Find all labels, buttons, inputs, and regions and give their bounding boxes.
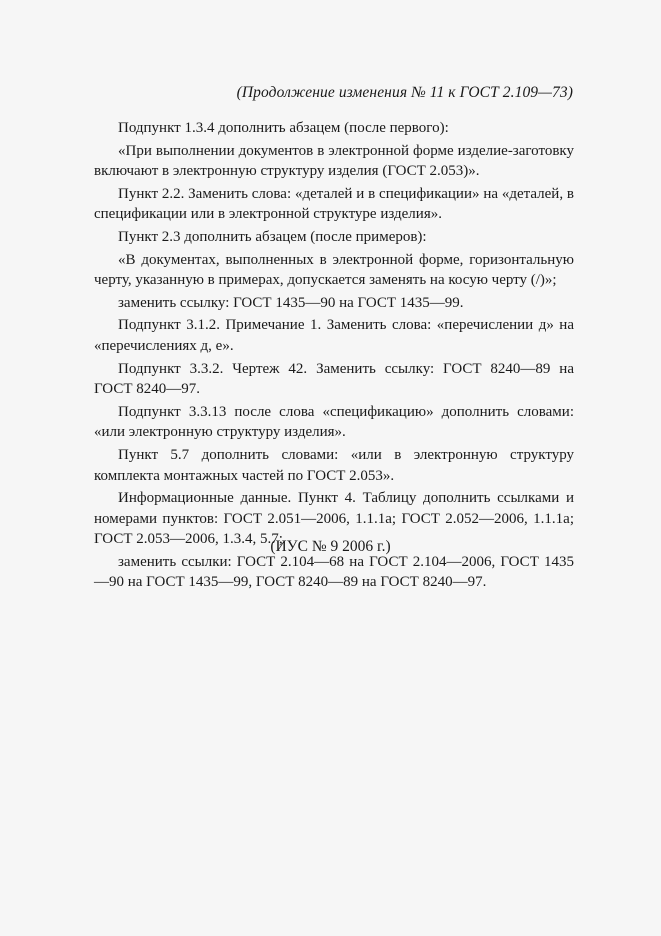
paragraph-8: Подпункт 3.3.2. Чертеж 42. Заменить ссылку: ГОСТ 8240—89 на ГОСТ 8240—97. [94,360,574,398]
paragraph-4: Пункт 2.3 дополнить абзацем (после примеров): [118,228,427,245]
paragraph-12: заменить ссылки: ГОСТ 2.104—68 на ГОСТ 2.104—2006, ГОСТ 1435—90 на ГОСТ 1435—99, ГОСТ 8240—89 на ГОСТ 8240—97. [94,553,574,591]
paragraph-2: «При выполнении документов в электронной форме изделие-заготовку включают в электронную структуру изделия (ГОСТ 2.053)». [94,142,574,180]
paragraph-10: Пункт 5.7 дополнить словами: «или в электронную структуру комплекта монтажных частей по ГОСТ 2.053». [94,446,574,484]
paragraph-1: Подпункт 1.3.4 дополнить абзацем (после первого): [118,120,449,136]
amendment-text [94,118,574,593]
paragraph-11: Информационные данные. Пункт 4. Таблицу дополнить ссылками и номерами пунктов: ГОСТ 2.051—2006, 1.1.1а; ГОСТ 2.052—2006, 1.1.1а; ГОСТ 2.053—2006, 1.3.4, 5.7; [94,490,574,548]
paragraph-9: Подпункт 3.3.13 после слова «спецификацию» дополнить словами: «или электронную структуру изделия». [94,403,574,441]
paragraph-6: заменить ссылку: ГОСТ 1435—90 на ГОСТ 1435—99. [118,294,464,311]
source-footer: (ИУС № 9 2006 г.) [270,538,391,555]
continuation-header: (Продолжение изменения № 11 к ГОСТ 2.109—73) [236,84,573,101]
paragraph-5: «В документах, выполненных в электронной форме, горизонтальную черту, указанную в примерах, допускается заменять на косую черту (/)»; [94,251,574,289]
paragraph-7: Подпункт 3.1.2. Примечание 1. Заменить слова: «перечислении д» на «перечислениях д, е». [94,317,574,354]
paragraph-3: Пункт 2.2. Заменить слова: «деталей и в спецификации» на «деталей, в спецификации или в электронной структуре изделия». [94,185,574,223]
